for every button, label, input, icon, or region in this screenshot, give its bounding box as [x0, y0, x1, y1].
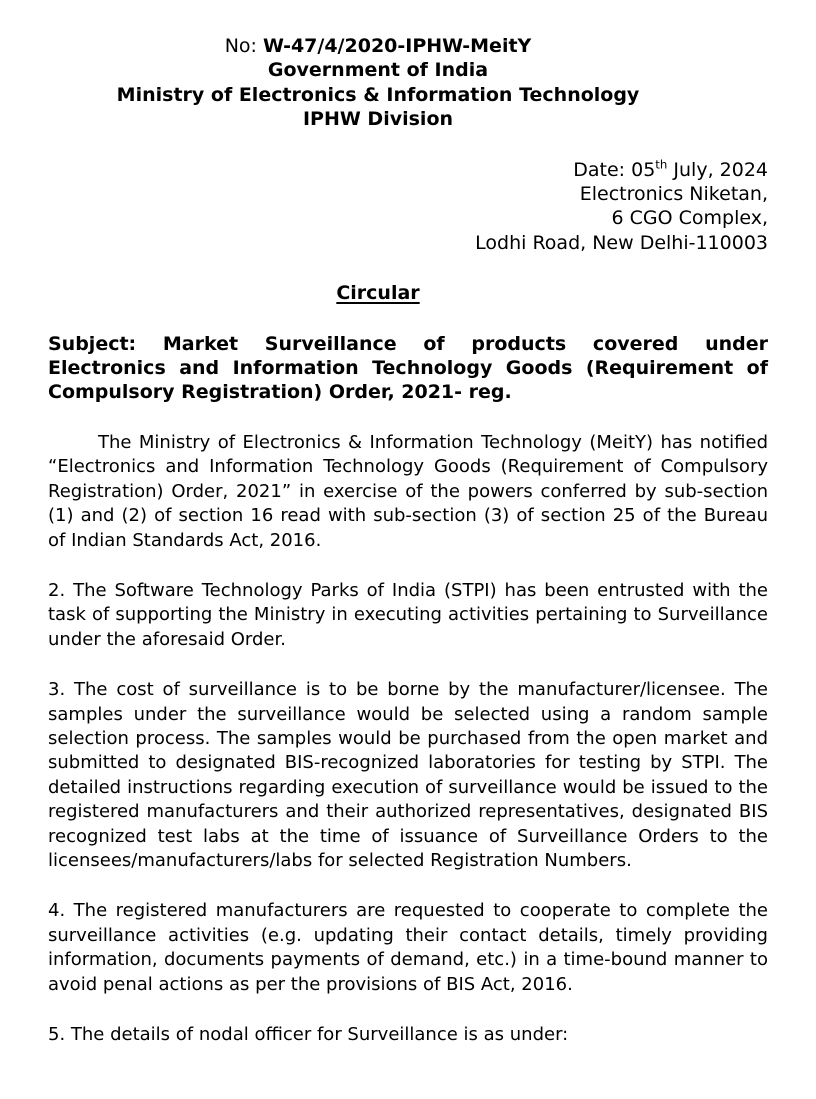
address-line: 6 CGO Complex,	[611, 207, 768, 230]
date-value: Date: 05	[573, 158, 656, 181]
paragraph-5: 5. The details of nodal officer for Surveillance is as under:	[48, 1024, 569, 1045]
date-ordinal: th	[655, 157, 668, 172]
paragraph-2: 2. The Software Technology Parks of India (STPI) has been entrusted with the task of supporting the Ministry in executing activities pertaining to Surveillance under the aforesaid Order.	[48, 579, 768, 650]
ministry-name: Ministry of Electronics & Information Technology	[116, 83, 640, 106]
reference-number-line	[48, 34, 708, 58]
date-line	[48, 158, 768, 182]
letterhead	[48, 34, 708, 132]
document-title	[48, 281, 708, 305]
government-name: Government of India	[267, 59, 489, 82]
date-address-block	[48, 158, 768, 256]
subject-line: Subject: Market Surveillance of products covered under Electronics and Information Technology Goods (Requirement of Compulsory Registration) Order, 2021- reg.	[48, 332, 768, 404]
paragraph-1: The Ministry of Electronics & Information Technology (MeitY) has notified “Electronics and Information Technology Goods (Requirement of Compulsory Registration) Order, 2021” in exercise of the powers conferred by sub-section (1) and (2) of section 16 read with sub-section (3) of section 25 of the Bureau of Indian Standards Act, 2016.	[48, 431, 768, 551]
division-name: IPHW Division	[302, 108, 454, 131]
date-month-year: July, 2024	[667, 158, 768, 181]
paragraph-4: 4. The registered manufacturers are requested to cooperate to complete the surveillance activities (e.g. updating their contact details, timely providing information, documents payments of demand, etc.) in a time-bound manner to avoid penal actions as per the provisions of BIS Act, 2016.	[48, 900, 768, 995]
address-line: Lodhi Road, New Delhi-110003	[475, 231, 768, 254]
paragraph-3: 3. The cost of surveillance is to be borne by the manufacturer/licensee. The samples under the surveillance would be selected using a random sample selection process. The samples would be purchased from the open market and submitted to designated BIS-recognized laboratories for testing by STPI. The detailed instructions regarding execution of surveillance would be issued to the registered manufacturers and their authorized representatives, designated BIS recognized test labs at the time of issuance of Surveillance Orders to the licensees/manufacturers/labs for selected Registration Numbers.	[48, 679, 768, 871]
reference-number: W-47/4/2020-IPHW-MeitY	[262, 35, 532, 57]
document-title-text: Circular	[336, 282, 420, 305]
reference-number-label: No:	[224, 35, 263, 57]
address-line: Electronics Niketan,	[579, 183, 768, 206]
